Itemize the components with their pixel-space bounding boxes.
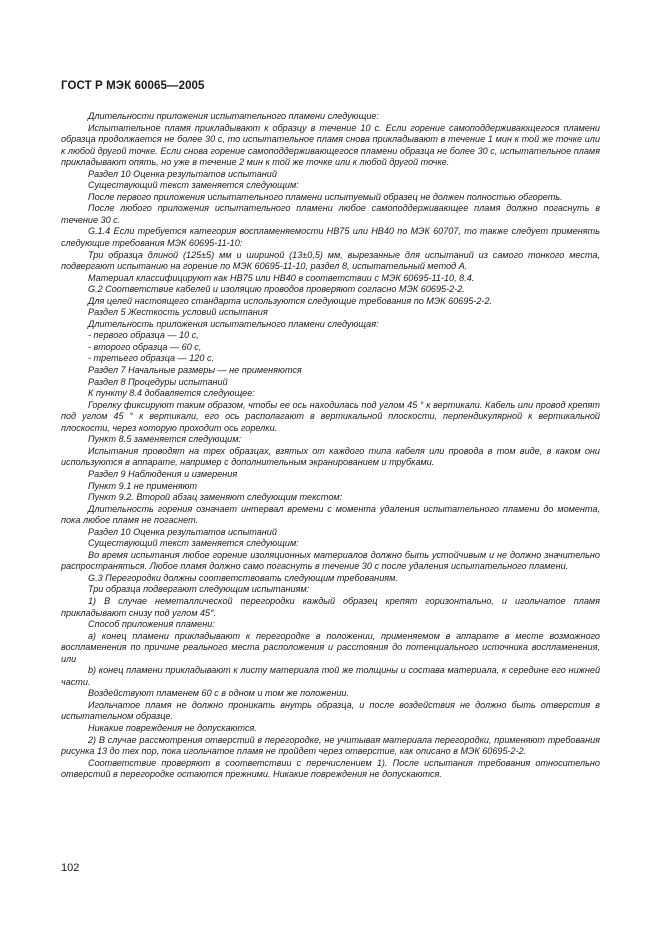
paragraph: - третьего образца — 120 с.	[88, 353, 215, 364]
paragraph: Длительность горения означает интервал времени с момента удаления испытательного пламени до момента, пока любое пламя не погаснет.	[61, 503, 600, 526]
paragraph: Воздействуют пламенем 60 с в одном и том же положении.	[88, 688, 349, 699]
paragraph: Раздел 10 Оценка результатов испытаний	[88, 526, 277, 537]
paragraph: a) конец пламени прикладывают к перегородке в положении, применяемом в аппарате в месте возможного воспламенения по причине реального места расположения и расстояния до потенциального источника воспламенения, или	[61, 630, 600, 664]
paragraph: Раздел 10 Оценка результатов испытаний	[88, 168, 277, 179]
document-body	[61, 111, 600, 781]
paragraph: G.1.4 Если требуется категория воспламеняемости НВ75 или НВ40 по МЭК 60707, то также следует применять следующие требования МЭК 60695-11-10:	[61, 226, 600, 249]
paragraph: b) конец пламени прикладывают к листу материала той же толщины и состава материала, к середине его нижней части.	[61, 665, 600, 687]
paragraph: G.3 Перегородки должны соответствовать следующим требованиям.	[88, 572, 398, 583]
page-header: ГОСТ Р МЭК 60065—2005	[61, 80, 205, 92]
paragraph: Испытания проводят на трех образцах, взятых от каждого типа кабеля или провода в том виде, в каком они используются в аппарате, например с дополнительным экранированием и трубками.	[61, 445, 600, 468]
paragraph: G.2 Соответствие кабелей и изоляцию проводов проверяют согласно МЭК 60695-2-2.	[88, 284, 465, 295]
paragraph: - второго образца — 60 с,	[88, 341, 202, 352]
paragraph: Никакие повреждения не допускаются.	[88, 722, 257, 733]
paragraph: После первого приложения испытательного пламени испытуемый образец не должен полностью обгореть.	[88, 191, 563, 202]
paragraph: 1) В случае неметаллической перегородки каждый образец крепят горизонтально, и игольчатое пламя прикладывают снизу под углом 45°.	[61, 595, 600, 618]
page-number: 102	[61, 862, 80, 874]
paragraph: Три образца длиной (125±5) мм и шириной (13±0,5) мм, вырезанные для испытаний из самого тонкого места, подвергают испытанию на горение по МЭК 60695-11-10, раздел 8, испытательный метод А.	[61, 249, 600, 272]
paragraph: Испытательное пламя прикладывают к образцу в течение 10 с. Если горение самоподдерживающегося пламени образца продолжается не более 30 с, то испытательное пламя снова прикладывают в течение 1 мин к той же точке или к любой другой точке. Если снова горение самоподдерживающегося пламени образца не более 30 с, испытательное пламя прикладывают опять, но уже в течение 2 мин к той же точке или к любой другой точке.	[61, 122, 600, 168]
paragraph: Пункт 8.5 заменяется следующим:	[88, 434, 241, 445]
paragraph: Раздел 8 Процедуры испытаний	[88, 376, 228, 387]
paragraph: Существующий текст заменяется следующим:	[88, 538, 299, 549]
paragraph: Раздел 7 Начальные размеры — не применяются	[88, 365, 302, 376]
paragraph: Существующий текст заменяется следующим:	[88, 180, 299, 191]
paragraph: Игольчатое пламя не должно проникать внутрь образца, и после воздействия не должно быть отверстия в испытательном образце.	[61, 699, 600, 722]
paragraph: Пункт 9.1 не применяют	[88, 480, 198, 491]
paragraph: Три образца подвергают следующим испытаниям:	[88, 584, 310, 595]
paragraph: Пункт 9.2. Второй абзац заменяют следующим текстом:	[88, 492, 343, 503]
paragraph: - первого образца — 10 с,	[88, 330, 199, 341]
paragraph: Способ приложения пламени:	[88, 619, 215, 630]
paragraph: Раздел 5 Жесткость условий испытания	[88, 307, 268, 318]
paragraph: Длительность приложения испытательного пламени следующая:	[88, 318, 379, 329]
paragraph: 2) В случае рассмотрения отверстий в перегородке, не учитывая материала перегородки, применяют требования рисунка 13 до тех пор, пока игольчатое пламя не пройдет через отверстие, как описано в МЭК 60695-2-2.	[61, 734, 600, 757]
paragraph: Длительности приложения испытательного пламени следующие:	[88, 111, 379, 121]
paragraph: Соответствие проверяют в соответствии с перечислением 1). После испытания требования относительно отверстий в перегородке остаются прежними. Никакие повреждения не допускаются.	[61, 757, 600, 780]
paragraph: После любого приложения испытательного пламени любое самоподдерживающее пламя должно погаснуть в течение 30 с.	[61, 203, 600, 225]
paragraph: Для целей настоящего стандарта используются следующие требования по МЭК 60695-2-2.	[88, 295, 493, 306]
paragraph: Материал классифицируют как НВ75 или НВ40 в соответствии с МЭК 60695-11-10, 8.4.	[88, 272, 475, 283]
paragraph: Во время испытания любое горение изоляционных материалов должно быть устойчивым и не должно значительно распространяться. Любое пламя должно само погаснуть в течение 30 с после удаления испытательного пламени.	[61, 549, 600, 572]
paragraph: Горелку фиксируют таким образом, чтобы ее ось находилась под углом 45 ° к вертикали. Кабель или провод крепят под углом 45 ° к вертикали, его ось располагают в вертикальной плоскости, перпендикулярной к вертикальной плоскости, через которую проходит ось горелки.	[61, 399, 600, 433]
paragraph: К пункту 8.4 добавляется следующее:	[88, 388, 255, 399]
paragraph: Раздел 9 Наблюдения и измерения	[88, 468, 238, 479]
